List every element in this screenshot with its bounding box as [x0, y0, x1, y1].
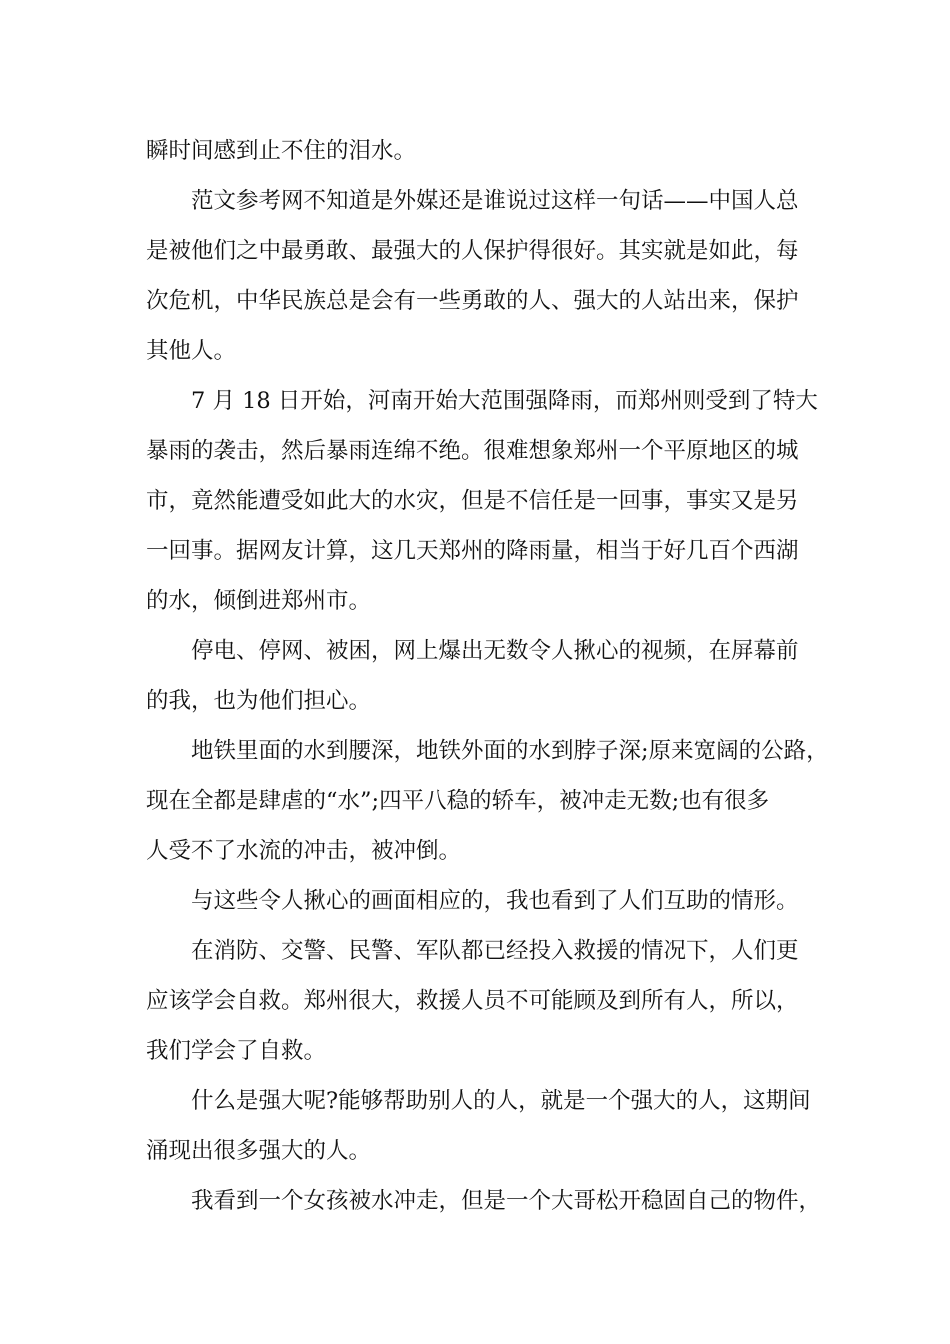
- text-line: 涌现出很多强大的人。: [146, 1138, 372, 1164]
- text-line: 一回事。据网友计算，这几天郑州的降雨量，相当于好几百个西湖: [146, 538, 799, 564]
- text-line: 市，竟然能遭受如此大的水灾，但是不信任是一回事，事实又是另: [146, 488, 799, 514]
- text-line: 暴雨的袭击，然后暴雨连绵不绝。很难想象郑州一个平原地区的城: [146, 438, 799, 464]
- text-line: 在消防、交警、民警、军队都已经投入救援的情况下，人们更: [191, 938, 799, 964]
- text-line: 停电、停网、被困，网上爆出无数令人揪心的视频，在屏幕前: [191, 638, 799, 664]
- text-line: 地铁里面的水到腰深，地铁外面的水到脖子深;原来宽阔的公路，: [191, 738, 829, 764]
- text-line: 是被他们之中最勇敢、最强大的人保护得很好。其实就是如此，每: [146, 238, 799, 264]
- text-line: 的我，也为他们担心。: [146, 688, 372, 714]
- text-line: 应该学会自救。郑州很大，救援人员不可能顾及到所有人，所以，: [146, 988, 799, 1014]
- text-line: 我们学会了自救。: [146, 1038, 327, 1064]
- text-line: 瞬时间感到止不住的泪水。: [146, 138, 417, 164]
- text-line: 范文参考网不知道是外媒还是谁说过这样一句话——中国人总: [191, 188, 799, 214]
- text-line: 次危机，中华民族总是会有一些勇敢的人、强大的人站出来，保护: [146, 288, 799, 314]
- text-line: 人受不了水流的冲击，被冲倒。: [146, 838, 462, 864]
- text-line: 什么是强大呢?能够帮助别人的人，就是一个强大的人，这期间: [191, 1088, 811, 1114]
- text-line: 其他人。: [146, 338, 237, 364]
- text-line: 7 月 18 日开始，河南开始大范围强降雨，而郑州则受到了特大: [191, 388, 818, 414]
- text-line: 的水，倾倒进郑州市。: [146, 588, 372, 614]
- text-line: 与这些令人揪心的画面相应的，我也看到了人们互助的情形。: [191, 888, 799, 914]
- text-line: 现在全都是肆虐的“水”;四平八稳的轿车，被冲走无数;也有很多: [146, 788, 770, 814]
- text-line: 我看到一个女孩被水冲走，但是一个大哥松开稳固自己的物件，: [191, 1188, 822, 1214]
